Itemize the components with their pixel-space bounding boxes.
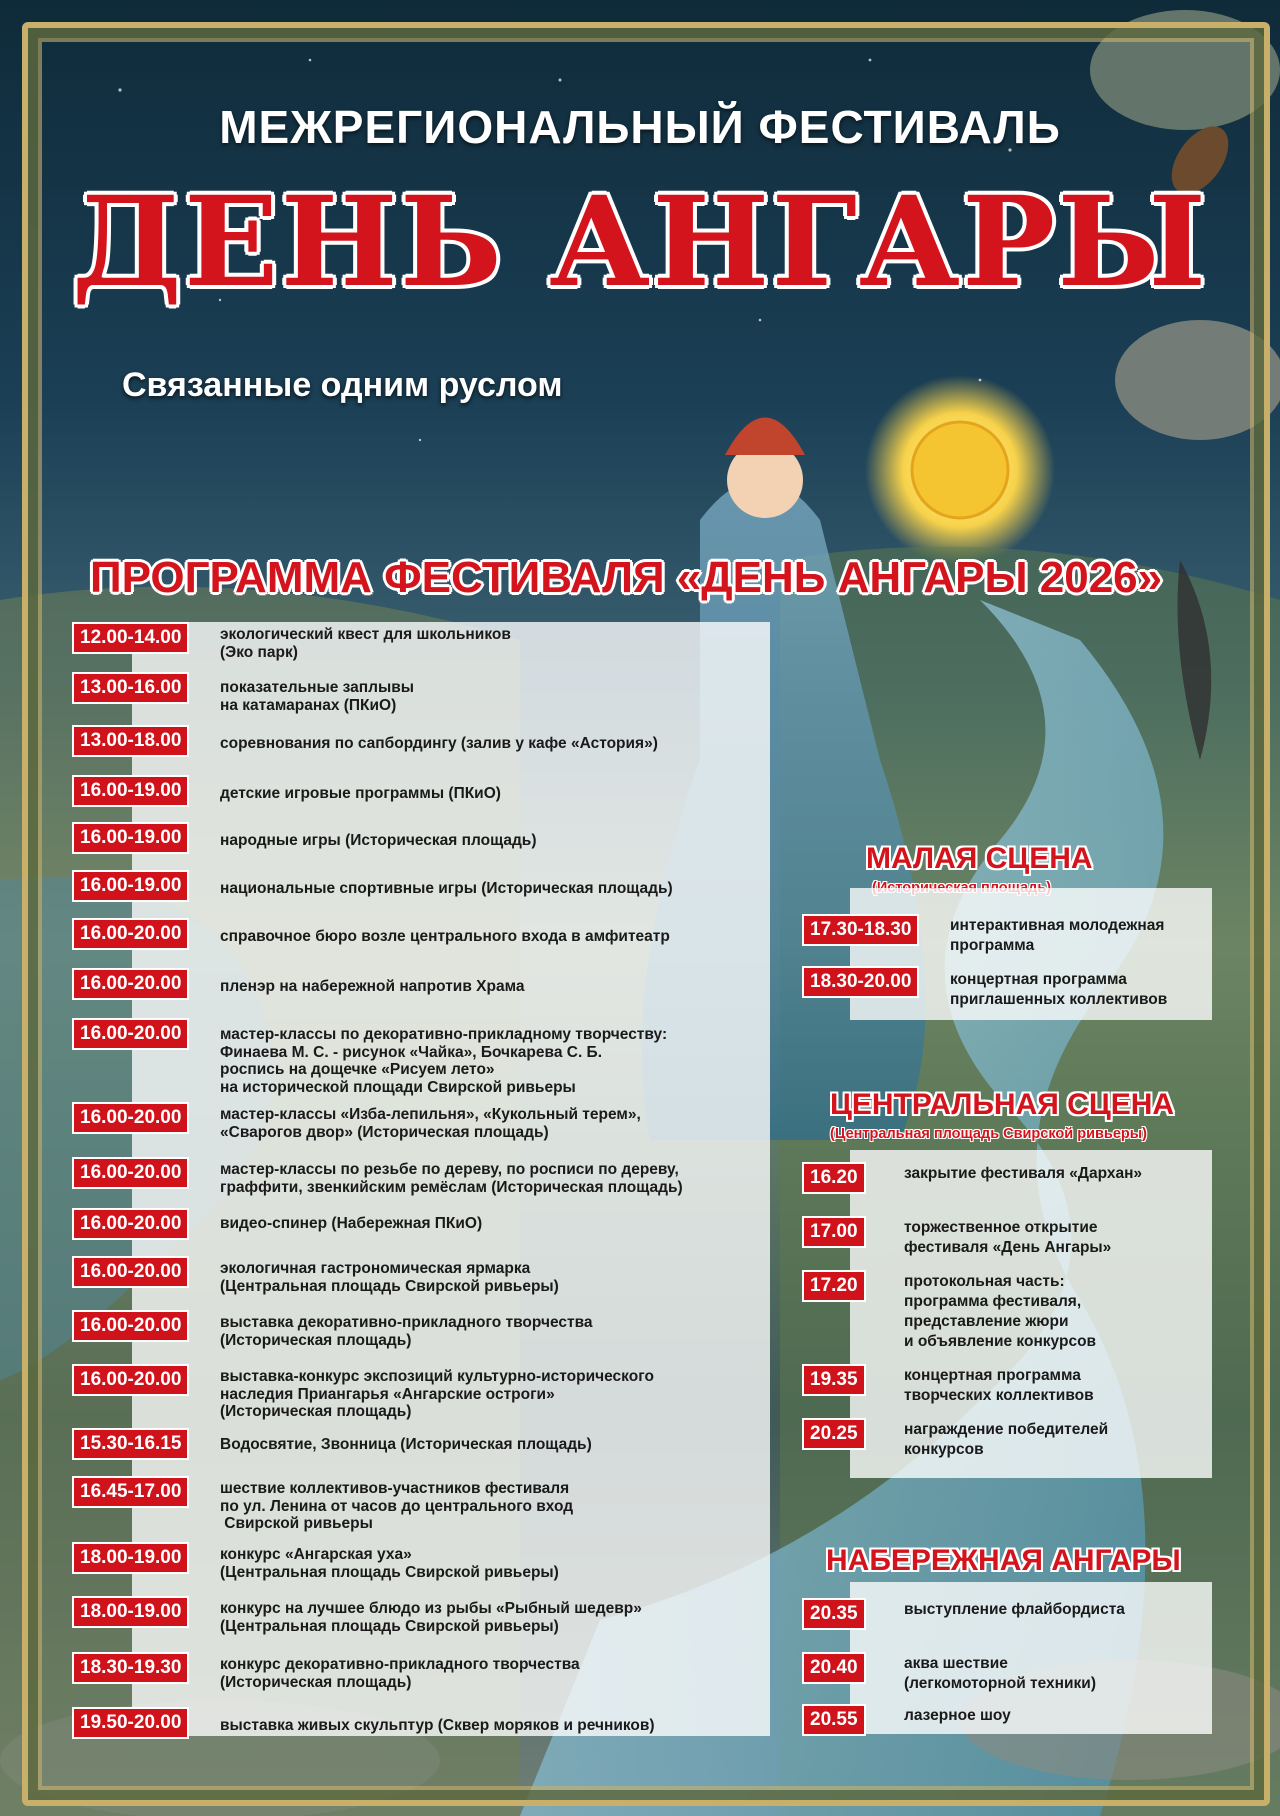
- program-item-time-badge: 16.00-19.00: [72, 822, 189, 854]
- central-stage-item-description: протокольная часть: программа фестиваля, представление жюри и объявление конкурсов: [904, 1273, 1097, 1350]
- program-item-time-badge: 18.30-19.30: [72, 1652, 189, 1684]
- program-item-time-badge: 16.00-20.00: [72, 1208, 189, 1240]
- program-item-time-badge: 16.00-20.00: [72, 1157, 189, 1189]
- central-stage-item-time-badge: 19.35: [802, 1364, 866, 1396]
- program-item-description: шествие коллективов-участников фестиваля по ул. Ленина от часов до центрального вход Свирской ривьеры: [220, 1480, 574, 1532]
- central-stage-item-time-badge: 17.20: [802, 1270, 866, 1302]
- central-stage-item-time-badge: 17.00: [802, 1216, 866, 1248]
- embankment-item-description: аква шествие (легкомоторной техники): [904, 1655, 1096, 1692]
- embankment-heading: НАБЕРЕЖНАЯ АНГАРЫ: [826, 1544, 1181, 1577]
- program-item-description: выставка-конкурс экспозиций культурно-исторического наследия Приангарья «Ангарские остроги» (Историческая площадь): [220, 1368, 654, 1420]
- program-item-description: детские игровые программы (ПКиО): [220, 785, 501, 802]
- program-item-description: показательные заплывы на катамаранах (ПКиО): [220, 679, 414, 714]
- program-item-time-badge: 16.00-20.00: [72, 1364, 189, 1396]
- program-item-description: экологичная гастрономическая ярмарка (Центральная площадь Свирской ривьеры): [220, 1260, 559, 1295]
- embankment-item-description: лазерное шоу: [904, 1707, 1011, 1724]
- program-item-time-badge: 12.00-14.00: [72, 622, 189, 654]
- program-item-time-badge: 16.00-20.00: [72, 1310, 189, 1342]
- program-item-description: выставка живых скульптур (Сквер моряков и речников): [220, 1717, 655, 1734]
- program-item-time-badge: 16.00-20.00: [72, 1102, 189, 1134]
- program-item-description: соревнования по сапбордингу (залив у кафе «Астория»): [220, 735, 658, 752]
- program-item-description: мастер-классы по декоративно-прикладному творчеству: Финаева М. С. - рисунок «Чайка», Бочкарева С. Б. роспись на дощечке «Рисуем лето» на исторической площади Свирской ривьеры: [220, 1026, 668, 1096]
- program-heading: ПРОГРАММА ФЕСТИВАЛЯ «ДЕНЬ АНГАРЫ 2026»: [90, 553, 1163, 602]
- program-item-time-badge: 16.45-17.00: [72, 1476, 189, 1508]
- central-stage-item-time-badge: 20.25: [802, 1418, 866, 1450]
- program-item-description: мастер-классы по резьбе по дереву, по росписи по дереву, граффити, звенкийским ремёслам (Историческая площадь): [220, 1161, 683, 1196]
- program-item-time-badge: 18.00-19.00: [72, 1596, 189, 1628]
- program-item-description: выставка декоративно-прикладного творчества (Историческая площадь): [220, 1314, 593, 1349]
- embankment-item-time-badge: 20.40: [802, 1652, 866, 1684]
- program-item-description: мастер-классы «Изба-лепильня», «Кукольный терем», «Сварогов двор» (Историческая площадь): [220, 1106, 641, 1141]
- festival-title: ДЕНЬ АНГАРЫ: [71, 170, 1209, 315]
- program-item-description: народные игры (Историческая площадь): [220, 832, 537, 849]
- program-item-description: конкурс на лучшее блюдо из рыбы «Рыбный шедевр» (Центральная площадь Свирской ривьеры): [220, 1600, 642, 1635]
- program-item-description: экологический квест для школьников (Эко парк): [220, 626, 511, 661]
- program-item-description: пленэр на набережной напротив Храма: [220, 978, 525, 995]
- program-item-time-badge: 19.50-20.00: [72, 1707, 189, 1739]
- program-item-description: видео-спинер (Набережная ПКиО): [220, 1215, 483, 1232]
- program-item-time-badge: 13.00-18.00: [72, 725, 189, 757]
- embankment-item-description: выступление флайбордиста: [904, 1601, 1125, 1618]
- embankment-item-time-badge: 20.35: [802, 1598, 866, 1630]
- program-item-time-badge: 15.30-16.15: [72, 1428, 189, 1460]
- small-stage-item-description: концертная программа приглашенных коллективов: [950, 971, 1168, 1008]
- central-stage-item-description: закрытие фестиваля «Дархан»: [904, 1165, 1143, 1182]
- small-stage-heading: МАЛАЯ СЦЕНА: [866, 842, 1093, 875]
- central-stage-item-description: награждение победителей конкурсов: [904, 1421, 1109, 1458]
- program-item-time-badge: 16.00-19.00: [72, 870, 189, 902]
- program-item-time-badge: 16.00-20.00: [72, 1256, 189, 1288]
- central-stage-item-description: концертная программа творческих коллективов: [904, 1367, 1094, 1404]
- program-item-description: Водосвятие, Звонница (Историческая площадь): [220, 1436, 592, 1453]
- central-stage-subheading: (Центральная площадь Свирской ривьеры): [830, 1126, 1147, 1142]
- small-stage-item-time-badge: 17.30-18.30: [802, 914, 919, 946]
- small-stage-item-time-badge: 18.30-20.00: [802, 966, 919, 998]
- program-item-time-badge: 16.00-20.00: [72, 968, 189, 1000]
- central-stage-item-time-badge: 16.20: [802, 1162, 866, 1194]
- program-item-time-badge: 16.00-20.00: [72, 918, 189, 950]
- central-stage-item-description: торжественное открытие фестиваля «День Ангары»: [904, 1219, 1112, 1256]
- program-item-description: национальные спортивные игры (Историческая площадь): [220, 880, 673, 897]
- central-stage-heading: ЦЕНТРАЛЬНАЯ СЦЕНА: [830, 1088, 1175, 1121]
- program-item-time-badge: 13.00-16.00: [72, 672, 189, 704]
- small-stage-item-description: интерактивная молодежная программа: [950, 917, 1165, 954]
- program-item-description: конкурс декоративно-прикладного творчества (Историческая площадь): [220, 1656, 580, 1691]
- festival-supertitle: МЕЖРЕГИОНАЛЬНЫЙ ФЕСТИВАЛЬ: [219, 101, 1061, 153]
- embankment-item-time-badge: 20.55: [802, 1704, 866, 1736]
- program-item-description: конкурс «Ангарская уха» (Центральная площадь Свирской ривьеры): [220, 1546, 559, 1581]
- program-item-description: справочное бюро возле центрального входа в амфитеатр: [220, 928, 670, 945]
- program-item-time-badge: 16.00-19.00: [72, 775, 189, 807]
- program-item-time-badge: 16.00-20.00: [72, 1018, 189, 1050]
- festival-subtitle: Связанные одним руслом: [122, 366, 563, 404]
- program-item-time-badge: 18.00-19.00: [72, 1542, 189, 1574]
